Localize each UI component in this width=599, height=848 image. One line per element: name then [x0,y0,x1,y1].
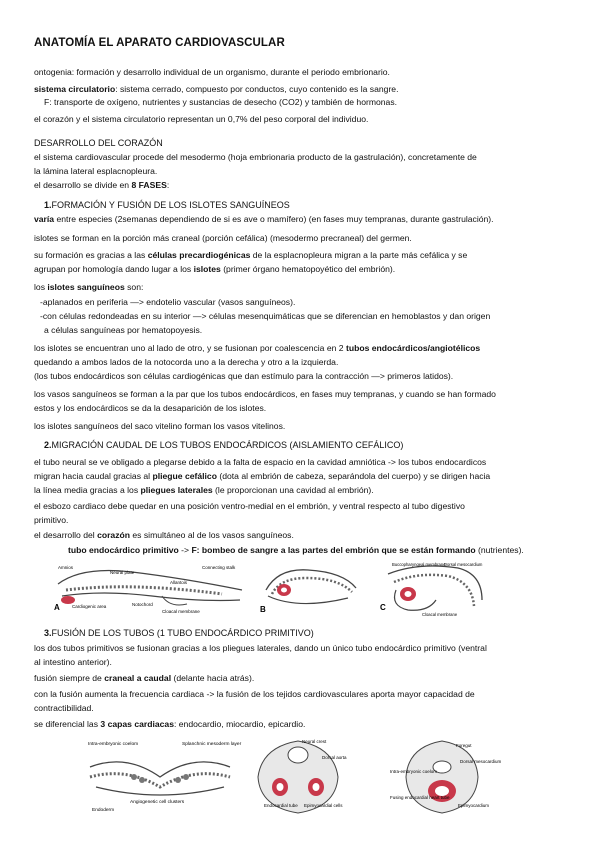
page-title: ANATOMÍA EL APARATO CARDIOVASCULAR [34,37,285,49]
figure-label: Dorsal mesocardium [460,759,502,764]
fase3-text: (delante hacia atrás). [171,673,255,683]
section-heading-fase-3 [44,628,314,639]
fase-3-title: FUSIÓN DE LOS TUBOS (1 TUBO ENDOCÁRDICO PRIMITIVO) [51,628,314,638]
figure-label: Fusing endocardial heart tube [390,795,450,800]
figure-label: Foregut [456,743,472,748]
figure-label: Splanchnic mesoderm layer [182,742,242,747]
fase2-line-5: primitivo. [34,515,69,525]
fase3-line-6 [34,719,305,730]
term-celulas-precardiogenicas: células precardiogénicas [147,250,251,260]
fase3-line-2: al intestino anterior). [34,657,112,667]
fase3-text: fusión siempre de [34,673,105,683]
fase3-line-4: con la fusión aumenta la frecuencia cardiaca -> la fusión de los tejidos cardiovasculares aporta mayor capacidad de [34,689,475,699]
arrow-text: -> [178,545,192,555]
fase3-text: se diferencial las [34,719,101,729]
fase1-line-3 [34,250,467,261]
figure-label: Angiogenetic cell clusters [130,800,185,805]
desarrollo-line-2: la lámina lateral esplacnopleura. [34,166,158,176]
fase3-text: : endocardio, miocardio, epicardio. [174,719,306,729]
term-islotes: islotes [193,264,221,274]
sistema-definition: : sistema cerrado, compuesto por conductos, cuyo contenido es la sangre. [115,84,399,94]
figure-label: Neural plate [110,570,135,575]
fase1-bullet-redondeadas: -con células redondeadas en su interior —> células mesenquimáticas que se diferencian en hemoblastos y dan origen [40,311,491,321]
figure-fase3-b [250,737,346,817]
desarrollo-line-1: el sistema cardiovascular procede del mesodermo (hoja embrionaria producto de la gastrulación), concretamente de [34,152,477,162]
desarrollo-line-3 [34,180,169,191]
figure-label: Dorsal aorta [322,755,347,760]
fase2-line-1: el tubo neural se ve obligado a plegarse debido a la falta de espacio en la cavidad amniótica -> los tubos endocardicos [34,457,487,467]
fase2-text: (le proporcionan una cavidad al embrión). [212,485,374,495]
figure-fase3-c [388,737,502,817]
fase2-text: migran hacia caudal gracias al [34,471,153,481]
fase1-line-5 [34,282,143,293]
figure-label: Neural crest [302,739,327,744]
figure-label: Amnios [58,565,74,570]
figure-fase3-a [86,737,242,815]
section-heading-fase-1 [44,200,290,211]
fase1-text: (primer órgano hematopoyético del embrión). [220,264,396,274]
term-pliegue-cefalico: pliegue cefálico [152,471,217,481]
desarrollo-text: el desarrollo se divide en [34,180,132,190]
term-sistema-circulatorio: sistema circulatorio [34,84,116,94]
figure-label: Cloacal membrane [422,612,458,617]
fase1-line-12: los vasos sanguíneos se forman a la par que los tubos endocárdicos, en fases muy tempranas, y cuando se han formado [34,389,496,399]
fase-1-number: 1. [44,200,52,210]
fase1-line-4 [34,264,395,275]
paragraph-sistema-circulatorio [34,84,398,95]
term-varia: varía [34,214,55,224]
desarrollo-colon: : [166,180,170,190]
fase2-line-7 [68,545,524,556]
fase2-text: (dota al embrión de cabeza, separándola del cuerpo) y se dirigen hacia [216,471,491,481]
fase1-line-10: quedando a ambos lados de la notocorda uno a la derecha y otro a la izquierda. [34,357,339,367]
figure-label: Allantois [170,580,188,585]
fase2-line-6 [34,530,294,541]
figure-fase2-c [378,560,488,618]
fase-1-title: FORMACIÓN Y FUSIÓN DE LOS ISLOTES SANGUÍNEOS [51,200,290,210]
figure-label: Connecting stalk [202,565,236,570]
fase1-line-1 [34,214,494,225]
figure-fase2-b [258,560,363,615]
fase2-line-4: el esbozo cardiaco debe quedar en una posición ventro-medial en el embrión, y ventral respecto al tubo digestivo [34,501,465,511]
fase1-text: los [34,282,48,292]
fase1-line-11: (los tubos endocárdicos son células cardiogénicas que dan estímulo para la contracción —> primeros latidos). [34,371,454,381]
fase1-bullet-continuation: a células sanguíneas por hematopoyesis. [44,325,203,335]
figure-label: Cardiogenic area [72,604,107,609]
section-heading-fase-2 [44,440,403,451]
fase1-text: de la esplacnopleura migran a la parte más cefálica y se [250,250,468,260]
figure-label: Endocardial tube [264,803,298,808]
fases-count: 8 FASES [131,180,167,190]
term-craneal-a-caudal: craneal a caudal [104,673,172,683]
fase2-text: el desarrollo del [34,530,98,540]
term-tubo-endocardico-primitivo: tubo endocárdico primitivo [68,545,179,555]
fase-2-number: 2. [44,440,52,450]
term-corazon: corazón [97,530,131,540]
fase2-line-2 [34,471,490,482]
figure-label: Buccopharyngeal membrane [392,562,446,567]
figure-label: Epimyocardial cells [304,803,343,808]
paragraph-ontogenia: ontogenia: formación y desarrollo individual de un organismo, durante el periodo embrionario. [34,67,390,77]
fase2-line-3 [34,485,374,496]
fase3-line-3 [34,673,254,684]
figure-letter: B [260,605,266,614]
term-tubos-endocardicos: tubos endocárdicos/angiotélicos [345,343,481,353]
section-heading-desarrollo: DESARROLLO DEL CORAZÓN [34,138,163,148]
fase1-text: agrupan por homología dando lugar a los [34,264,194,274]
term-bombeo-de-sangre: F: bombeo de sangre a las partes del embrión que se están formando [191,545,476,555]
fase1-line-2: islotes se forman en la porción más craneal (porción cefálica) (mesodermo precraneal) del germen. [34,233,412,243]
term-3-capas-cardiacas: 3 capas cardiacas [100,719,174,729]
figure-label: Dorsal mesocardium [444,562,483,567]
figure-label: Notochord [132,602,153,607]
figure-label: Intra-embryonic coelom [390,769,438,774]
fase2-text: la línea media gracias a los [34,485,141,495]
term-pliegues-laterales: pliegues laterales [140,485,213,495]
figure-fase2-a [52,560,252,615]
figure-letter: A [54,603,60,612]
paragraph-funcion: F: transporte de oxígeno, nutrientes y sustancias de desecho (CO2) y también de hormonas. [44,97,398,107]
fase1-text: son: [124,282,144,292]
figure-label: Intra-embryonic coelom [88,742,139,747]
figure-label: Cloacal membrane [162,609,200,614]
paragraph-peso-corporal: el corazón y el sistema circulatorio representan un 0,7% del peso corporal del individuo. [34,114,369,124]
fase3-line-5: contractibilidad. [34,703,94,713]
fase1-text: entre especies (2semanas dependiendo de si es ave o mamífero) (en fases muy tempranas, durante gastrulación). [54,214,494,224]
fase1-text: los islotes se encuentran uno al lado de otro, y se fusionan por coalescencia en 2 [34,343,346,353]
term-islotes-sanguineos: islotes sanguíneos [47,282,125,292]
fase1-bullet-aplanados: -aplanados en periferia —> endotelio vascular (vasos sanguíneos). [40,297,296,307]
fase1-line-14: los islotes sanguíneos del saco vitelino forman los vasos vitelinos. [34,421,286,431]
figure-letter: C [380,603,386,612]
fase3-line-1: los dos tubos primitivos se fusionan gracias a los pliegues laterales, dando un único tubo endocárdico primitivo (ventral [34,643,487,653]
fase2-text: es simultáneo al de los vasos sanguíneos. [130,530,294,540]
fase1-line-13: estos y los endocárdicos se da la desaparición de los islotes. [34,403,267,413]
fase-3-number: 3. [44,628,52,638]
fase1-text: su formación es gracias a las [34,250,148,260]
figure-label: Epimyocardium [458,803,490,808]
fase-2-title: MIGRACIÓN CAUDAL DE LOS TUBOS ENDOCÁRDICOS (AISLAMIENTO CEFÁLICO) [51,440,404,450]
fase1-line-9 [34,343,480,354]
fase2-text: (nutrientes). [475,545,524,555]
figure-label: Endoderm [92,808,115,813]
